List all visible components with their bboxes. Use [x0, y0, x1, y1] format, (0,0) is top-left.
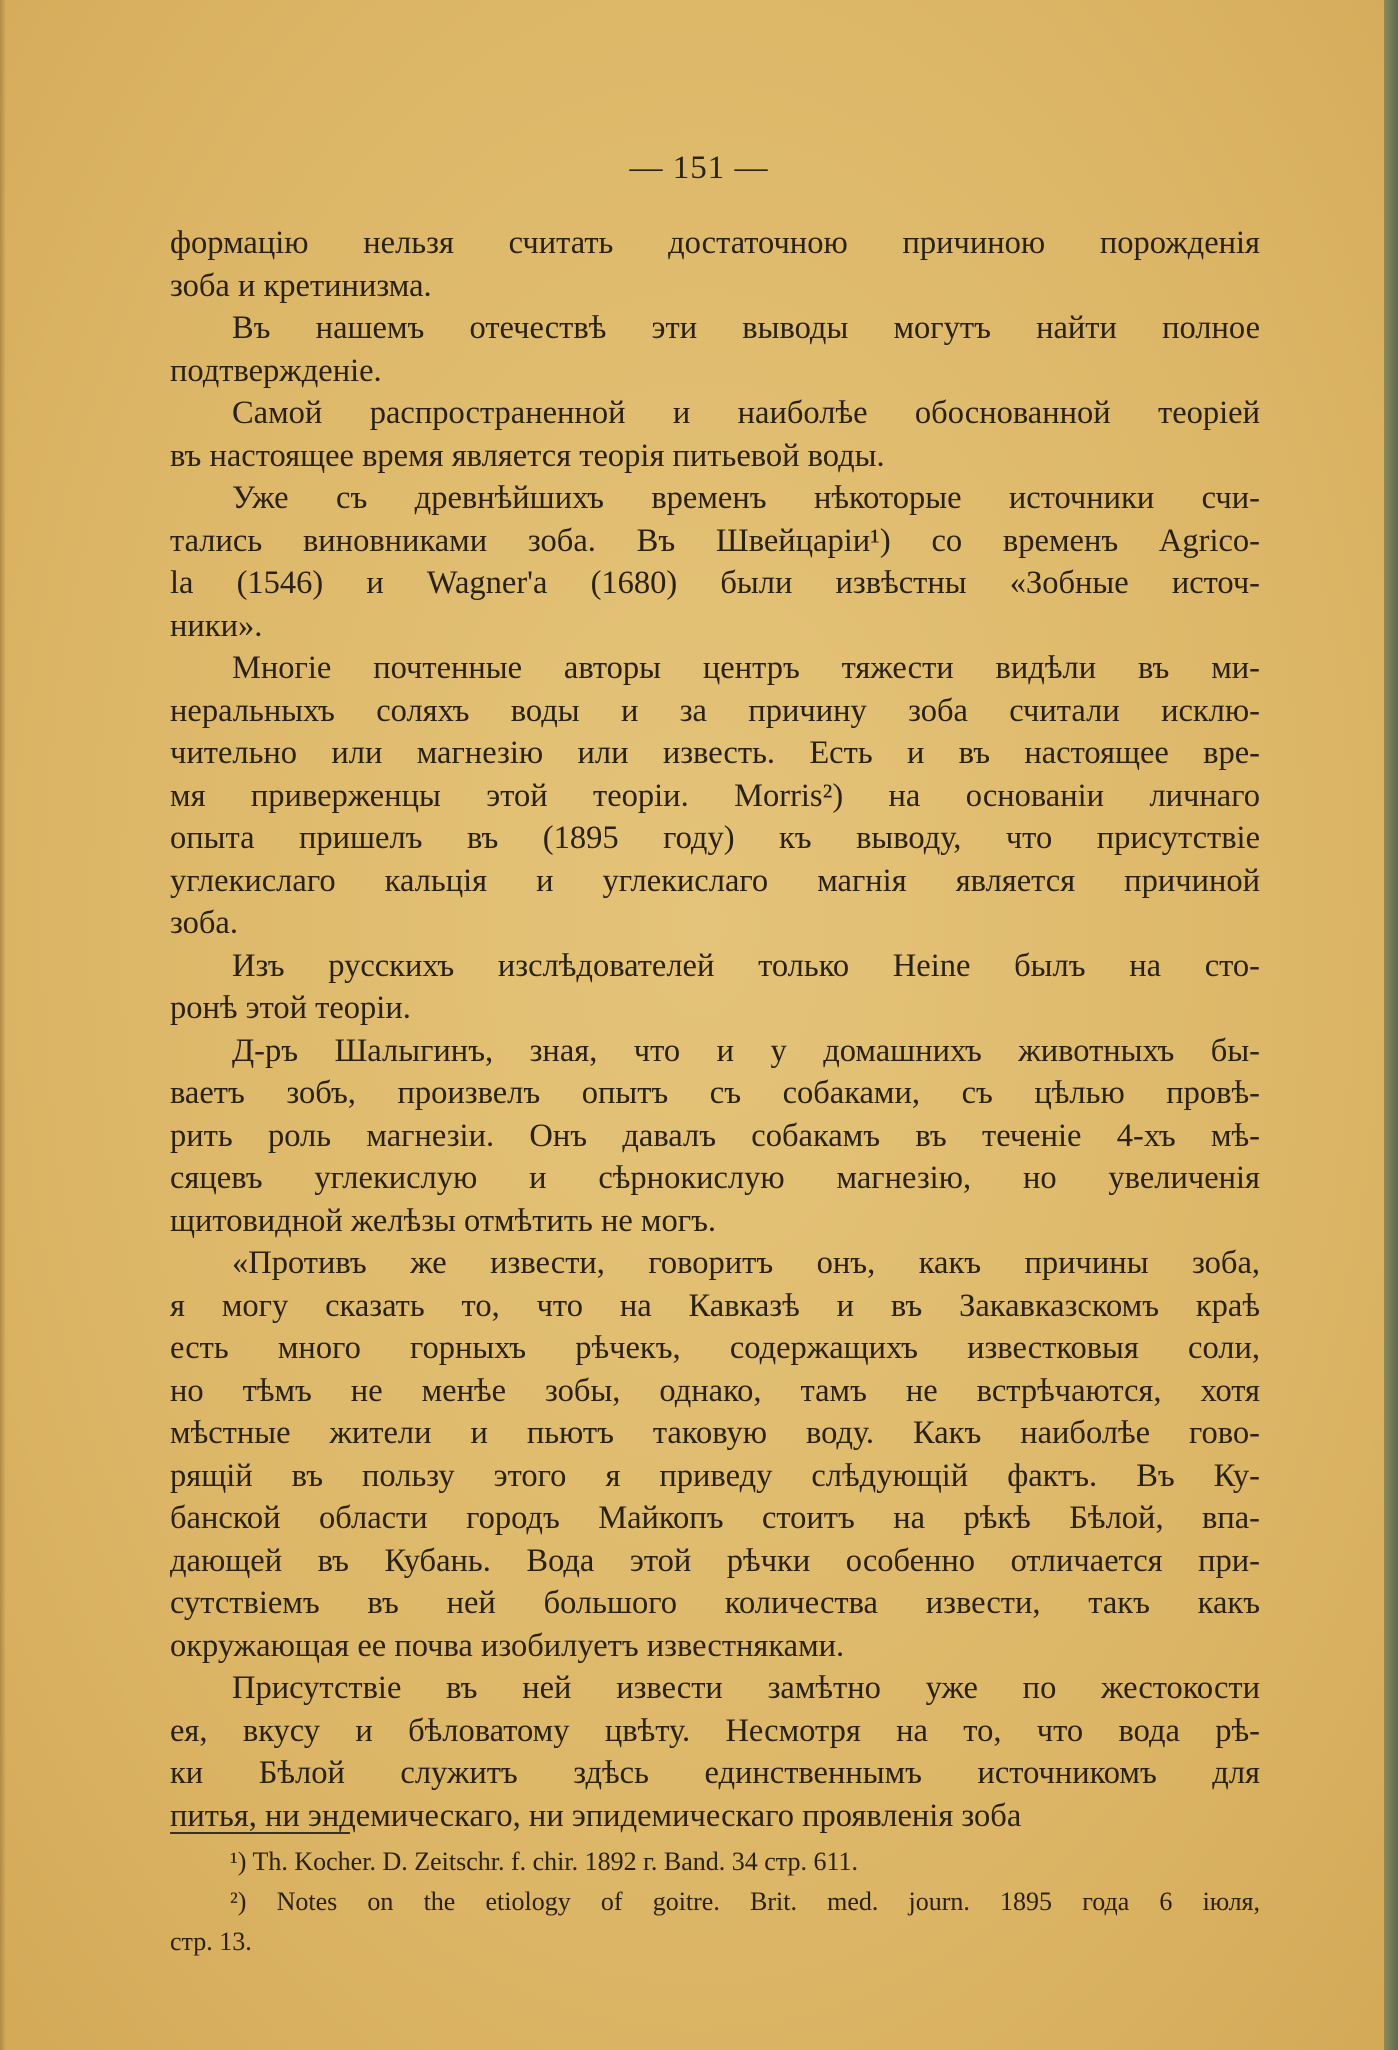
text-line: Изъ русскихъ изслѣдователей только Heine былъ на сто- [232, 947, 1260, 984]
footnote-separator [170, 1832, 350, 1834]
text-line: Присутствіе въ ней извести замѣтно уже по жестокости [232, 1670, 1260, 1706]
text-line: дающей въ Кубань. Вода этой рѣчки особенно отличается при- [170, 1542, 1260, 1579]
text-line: ваетъ зобъ, произвелъ опытъ съ собаками, съ цѣлью провѣ- [170, 1075, 1260, 1111]
paragraph [170, 1242, 1260, 1667]
text-line: есть много горныхъ рѣчекъ, содержащихъ известковыя соли, [170, 1330, 1260, 1366]
paragraph [170, 307, 1260, 392]
text-line: Уже съ древнѣйшихъ временъ нѣкоторые источники счи- [232, 480, 1260, 516]
text-line: зоба. [170, 905, 238, 941]
text-line: Д-ръ Шалыгинъ, зная, что и у домашнихъ животныхъ бы- [232, 1032, 1260, 1069]
text-line: зоба и кретинизма. [170, 267, 432, 304]
text-line: я могу сказать то, что на Кавказѣ и въ Закавказскомъ краѣ [170, 1287, 1260, 1324]
text-line: формацію нельзя считать достаточною причиною порожденія [170, 225, 1260, 261]
text-line: сутствіемъ въ ней большого количества извести, такъ какъ [170, 1585, 1260, 1621]
text-line: въ настоящее время является теорія питьевой воды. [170, 437, 885, 474]
text-line: окружающая ее почва изобилуетъ известняками. [170, 1627, 845, 1664]
footnote-2: ²) Notes on the etiology of goitre. Brit. med. journ. 1895 года 6 іюля, [230, 1887, 1260, 1916]
text-line: тались виновниками зоба. Въ Швейцаріи¹) со временъ Agrico- [170, 522, 1260, 559]
text-line: углекислаго кальція и углекислаго магнія является причиной [170, 862, 1260, 899]
page-number: — 151 — [629, 150, 769, 186]
text-line: ники». [170, 607, 263, 644]
text-line: неральныхъ соляхъ воды и за причину зоба считали исклю- [170, 692, 1260, 729]
page-left-edge [0, 0, 6, 2050]
text-line: сяцевъ углекислую и сѣрнокислую магнезію, но увеличенія [170, 1160, 1260, 1196]
text-line: мѣстные жители и пьютъ таковую воду. Какъ наиболѣе гово- [170, 1415, 1260, 1451]
text-line: мя приверженцы этой теоріи. Morris²) на основаніи личнаго [170, 777, 1260, 814]
text-line: опыта пришелъ въ (1895 году) къ выводу, что присутствіе [170, 820, 1260, 856]
footnote-2-continuation: стр. 13. [170, 1927, 252, 1956]
text-line: «Противъ же извести, говоритъ онъ, какъ причины зоба, [232, 1245, 1260, 1281]
text-line: Самой распространенной и наиболѣе обоснованной теоріей [232, 395, 1260, 431]
paragraph [170, 1030, 1260, 1243]
text-line: рящій въ пользу этого я приведу слѣдующій фактъ. Въ Ку- [170, 1457, 1260, 1494]
page-right-edge [1384, 0, 1398, 2050]
footnote-1: ¹) Th. Kocher. D. Zeitschr. f. chir. 1892 г. Band. 34 стр. 611. [230, 1847, 858, 1876]
paragraph [170, 945, 1260, 1030]
text-line: la (1546) и Wagner'a (1680) были извѣстны «Зобные источ- [170, 565, 1260, 601]
text-line: ронѣ этой теоріи. [170, 990, 411, 1026]
text-line: рить роль магнезіи. Онъ давалъ собакамъ въ теченіе 4-хъ мѣ- [170, 1117, 1260, 1154]
text-line: питья, ни эндемическаго, ни эпидемическаго проявленія зоба [170, 1797, 1022, 1834]
text-line: чительно или магнезію или известь. Есть и въ настоящее вре- [170, 735, 1260, 771]
paragraph [170, 477, 1260, 647]
text-line: но тѣмъ не менѣе зобы, однако, тамъ не встрѣчаются, хотя [170, 1372, 1260, 1409]
paragraph [170, 392, 1260, 477]
body-text [170, 222, 1260, 1837]
footnotes [170, 1842, 1260, 1962]
text-line: банской области городъ Майкопъ стоитъ на рѣкѣ Бѣлой, впа- [170, 1500, 1260, 1536]
text-line: Многіе почтенные авторы центръ тяжести видѣли въ ми- [232, 650, 1260, 686]
paragraph [170, 647, 1260, 945]
text-line: щитовидной желѣзы отмѣтить не могъ. [170, 1202, 716, 1239]
text-line: ки Бѣлой служитъ здѣсь единственнымъ источникомъ для [170, 1755, 1260, 1791]
paragraph [170, 222, 1260, 307]
text-line: ея, вкусу и бѣловатому цвѣту. Несмотря на то, что вода рѣ- [170, 1712, 1260, 1749]
text-line: Въ нашемъ отечествѣ эти выводы могутъ найти полное [232, 310, 1260, 346]
text-line: подтвержденіе. [170, 352, 382, 389]
paragraph [170, 1667, 1260, 1837]
